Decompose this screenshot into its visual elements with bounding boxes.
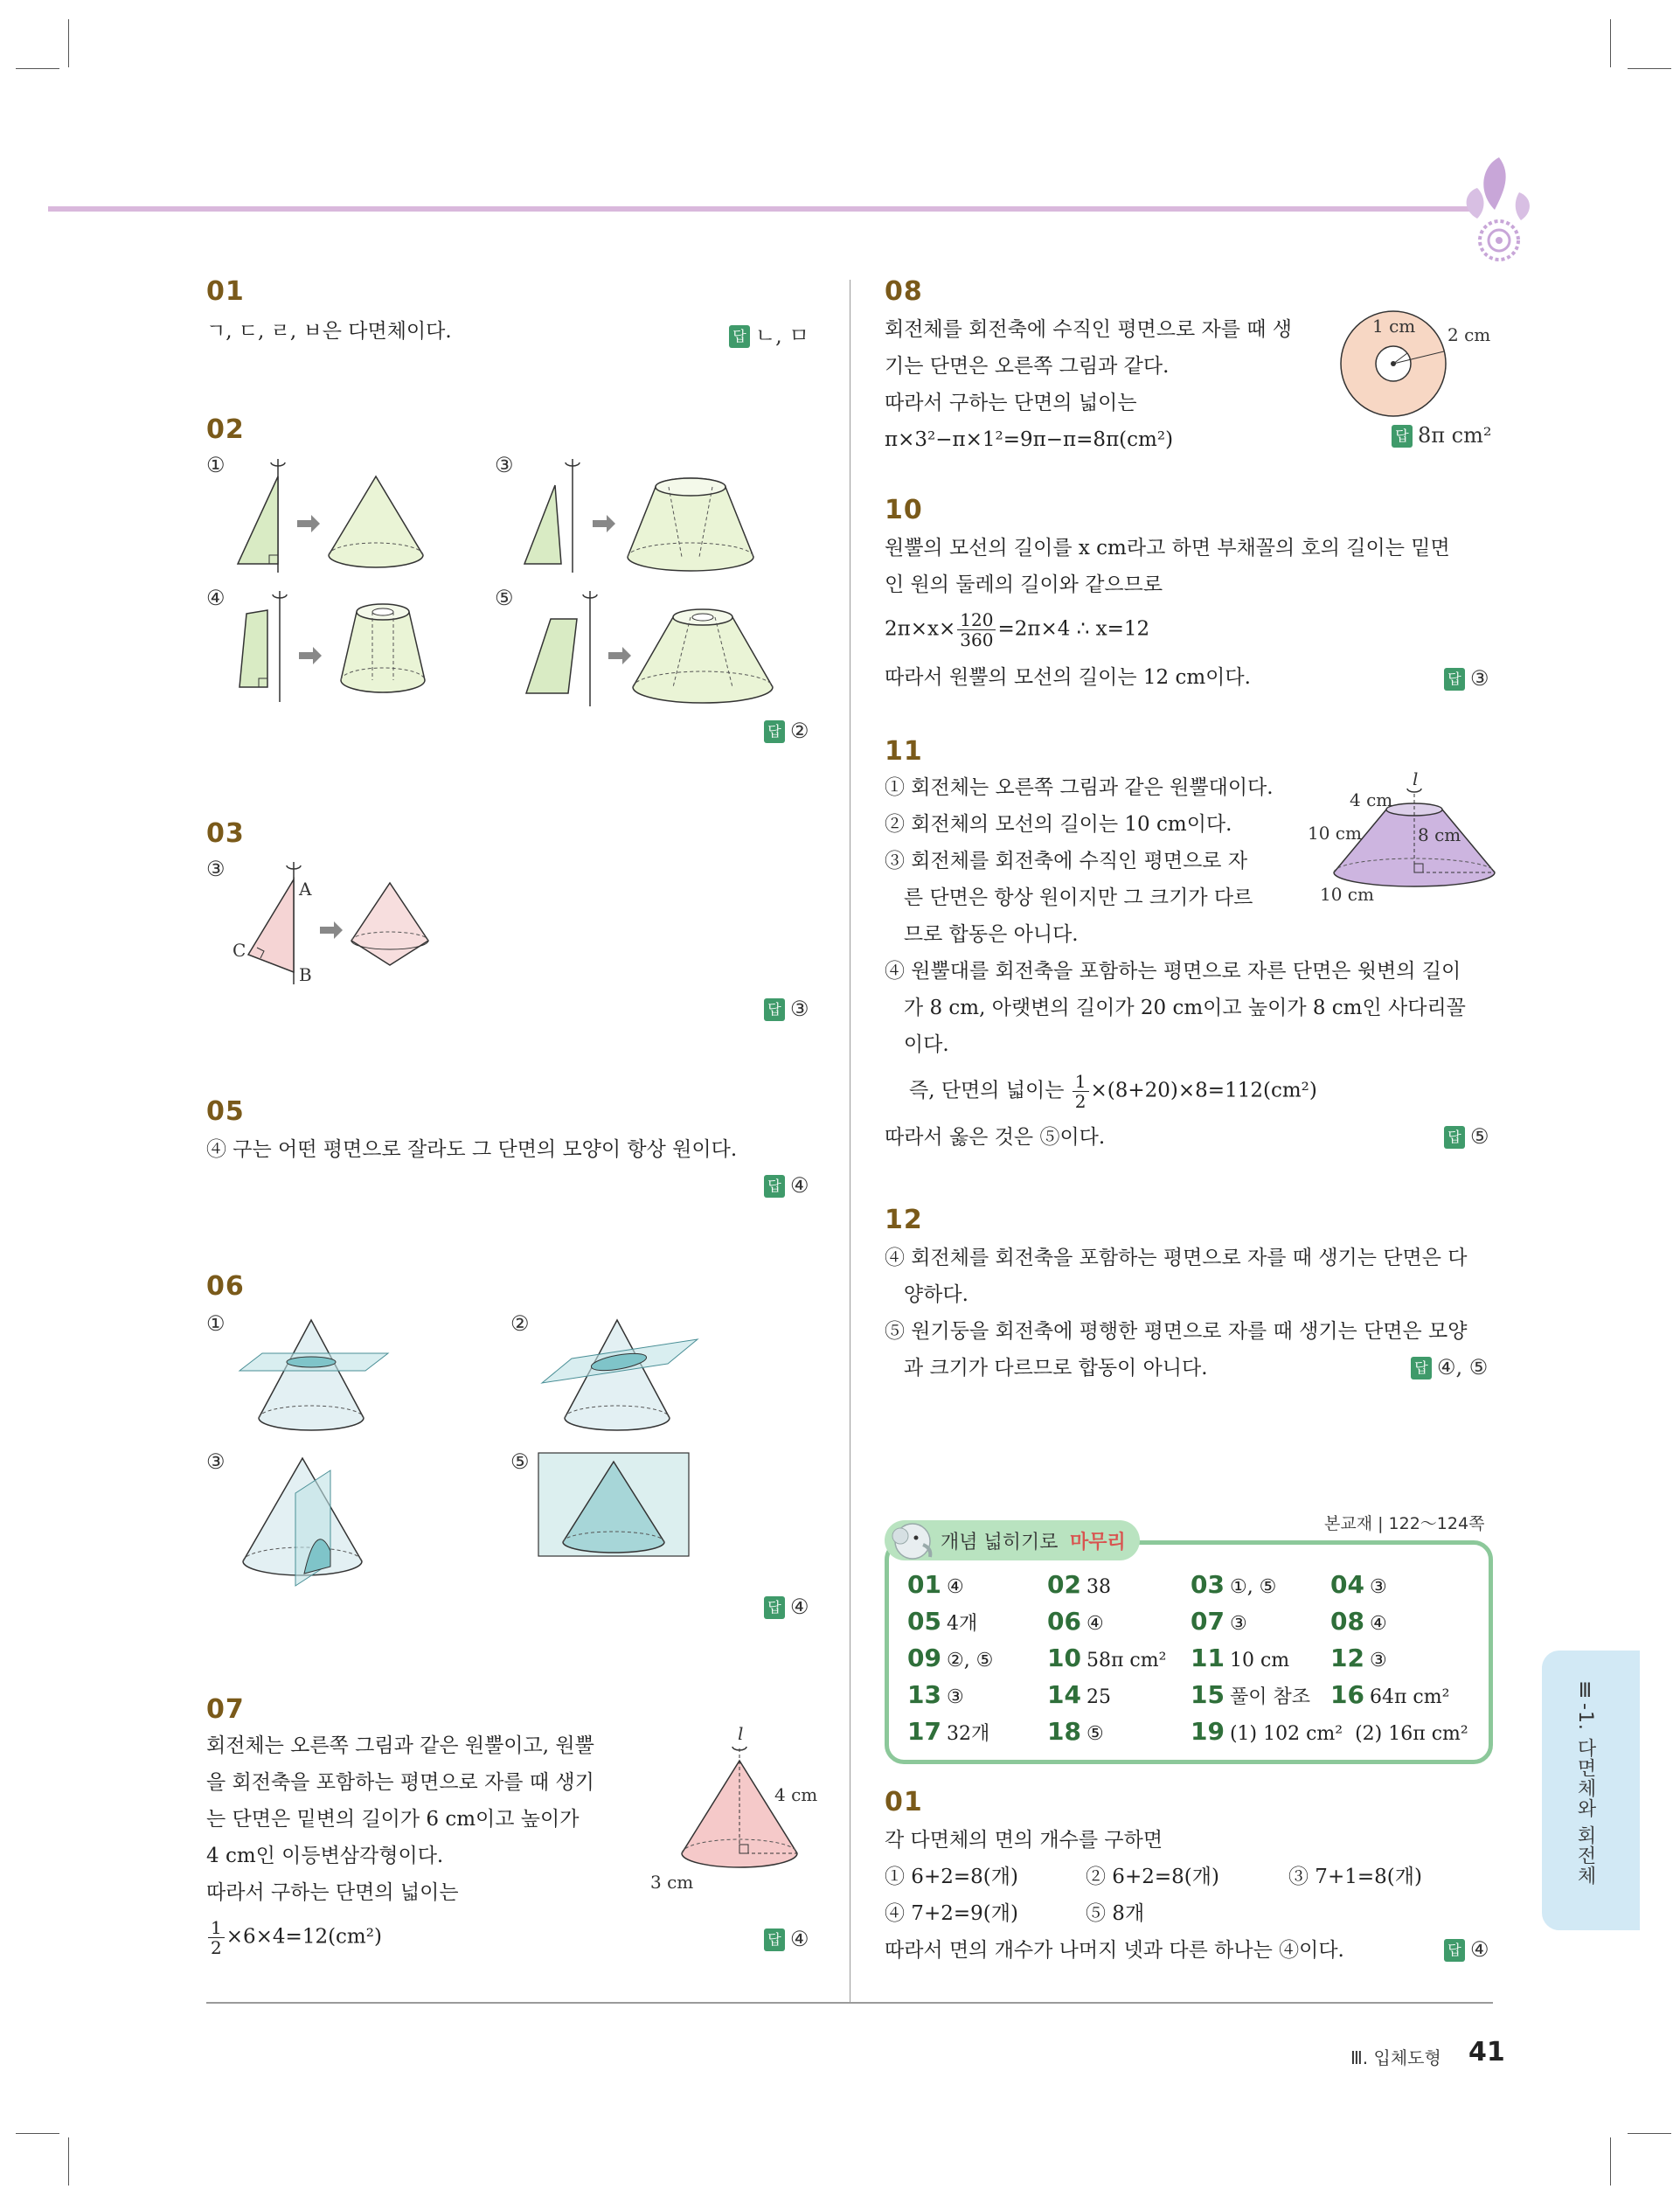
question-number: 02	[206, 414, 245, 445]
figure-right-triangle-to-double-cone	[229, 857, 439, 988]
answer-badge-icon: 답	[1392, 425, 1413, 448]
figure-cone-vertical-offset-cut	[233, 1449, 364, 1589]
answer-badge-icon: 답	[1444, 1939, 1465, 1962]
crop-mark	[1610, 19, 1611, 67]
question-line: ④ 원뿔대를 회전축을 포함하는 평면으로 자른 단면은 윗변의 길이	[885, 960, 1461, 983]
summary-item: 14 25	[1047, 1680, 1111, 1709]
answer-value: ④	[790, 1595, 809, 1619]
summary-item: 09 ②, ⑤	[907, 1644, 994, 1672]
question-line: 각 다면체의 면의 개수를 구하면	[885, 1829, 1163, 1852]
choice-calc: ④ 7+2=9(개)	[885, 1902, 1018, 1925]
answer-value: ④	[790, 1927, 809, 1951]
question-line: 인 원의 둘레의 길이와 같으므로	[885, 573, 1163, 596]
choice-calc: ③ 7+1=8(개)	[1288, 1866, 1422, 1888]
summary-item: 07 ③	[1191, 1607, 1247, 1636]
summary-item: 16 64π cm²	[1330, 1680, 1450, 1709]
answer	[764, 1173, 809, 1198]
question-number: 06	[206, 1271, 245, 1302]
answer-badge-icon: 답	[764, 1175, 785, 1198]
choice-calc: ⑤ 8개	[1086, 1902, 1145, 1925]
answer-badge-icon: 답	[764, 1596, 785, 1619]
chapter-side-tab	[1542, 1651, 1640, 1930]
question-number: 11	[885, 736, 923, 767]
crop-mark	[16, 68, 59, 69]
summary-item: 05 4개	[907, 1607, 978, 1636]
answer-value: ②	[790, 719, 809, 743]
crop-mark	[1628, 2133, 1671, 2134]
page-number: 41	[1468, 2037, 1505, 2067]
choice-label: ④	[206, 586, 226, 610]
figure-cone-oblique-cut	[537, 1315, 703, 1437]
question-number: 01	[206, 276, 245, 307]
answer-badge-icon: 답	[729, 325, 750, 348]
choice-label: ②	[510, 1311, 530, 1336]
fraction: $\frac{1}{2}$	[1073, 1072, 1089, 1111]
fraction: $\frac{120}{360}$	[957, 610, 996, 650]
summary-item: 06 ④	[1047, 1607, 1104, 1636]
formula: 2π×x× $\frac{120}{360}$ =2π×4 ∴ x=12	[885, 609, 1150, 650]
question-text: ④ 구는 어떤 평면으로 잘라도 그 단면의 모양이 항상 원이다.	[206, 1138, 738, 1161]
flower-ornament-icon	[1451, 140, 1538, 271]
question-line: 따라서 구하는 단면의 넓이는	[206, 1881, 459, 1904]
question-number: 01	[885, 1787, 923, 1817]
answer-badge-icon: 답	[764, 998, 785, 1021]
answer	[729, 318, 809, 349]
textbook-reference: 본교재 | 122～124쪽	[1324, 1514, 1485, 1533]
outer-gap-label: 2 cm	[1447, 324, 1491, 345]
question-line: 른 단면은 항상 원이지만 그 크기가 다르	[885, 886, 1253, 909]
answer-badge-icon: 답	[1444, 668, 1465, 691]
summary-item: 08 ④	[1330, 1607, 1387, 1636]
crop-mark	[1610, 2137, 1611, 2186]
crop-mark	[68, 19, 69, 67]
figure-triangle-to-frustum-hollow	[516, 450, 778, 581]
choice-label: ⑤	[510, 1449, 530, 1474]
crop-mark	[68, 2137, 69, 2186]
crop-mark	[16, 2133, 59, 2134]
choice-label: ③	[206, 1449, 226, 1474]
choice-label: ⑤	[495, 586, 514, 610]
question-line: 회전체를 회전축에 수직인 평면으로 자를 때 생	[885, 318, 1293, 341]
side-tab-label: Ⅲ-1. 다면체와 회전체	[1574, 1680, 1596, 1886]
answer	[1444, 1937, 1489, 1962]
question-line: ② 회전체의 모선의 길이는 10 cm이다.	[885, 813, 1232, 836]
height-label: 8 cm	[1418, 824, 1461, 845]
answer	[764, 719, 809, 743]
top-radius-label: 4 cm	[1350, 789, 1393, 810]
answer-badge-icon: 답	[764, 1928, 785, 1951]
question-line: 과 크기가 다르므로 합동이 아니다.	[885, 1357, 1208, 1379]
answer	[764, 997, 809, 1021]
elephant-mascot-icon	[888, 1515, 937, 1564]
answer-value: 8π cm²	[1418, 423, 1492, 448]
answer	[1444, 1124, 1489, 1149]
question-number: 07	[206, 1694, 245, 1725]
choice-calc: ① 6+2=8(개)	[885, 1866, 1018, 1888]
answer	[764, 1927, 809, 1951]
question-number: 03	[206, 818, 245, 849]
figure-annulus	[1337, 308, 1495, 421]
question-text: ㄱ, ㄷ, ㄹ, ㅂ은 다면체이다.	[206, 320, 452, 343]
choice-label: ①	[206, 453, 226, 477]
figure-parallelogram-to-hollow-frustum	[516, 584, 778, 715]
question-number: 10	[885, 495, 923, 525]
choice-label: ③	[206, 857, 226, 881]
choice-label: ③	[495, 453, 514, 477]
summary-header	[885, 1515, 1147, 1564]
bottom-radius-label: 10 cm	[1320, 884, 1374, 905]
answer	[1411, 1355, 1488, 1379]
question-line: 양하다.	[885, 1283, 968, 1306]
radius-label: 3 cm	[650, 1872, 694, 1893]
footer-rule	[206, 2002, 1493, 2004]
point-label-b: B	[299, 964, 312, 985]
question-line: ① 회전체는 오른쪽 그림과 같은 원뿔대이다.	[885, 776, 1274, 799]
answer-value: ⑤	[1470, 1124, 1489, 1149]
question-line: 회전체는 오른쪽 그림과 같은 원뿔이고, 원뿔	[206, 1734, 594, 1757]
question-line: 4 cm인 이등변삼각형이다.	[206, 1845, 444, 1867]
question-line: 이다.	[885, 1033, 949, 1056]
crop-mark	[1628, 68, 1671, 69]
figure-cone-horizontal-cut	[233, 1315, 390, 1437]
summary-item: 17 32개	[907, 1717, 990, 1746]
axis-label-l: l	[1413, 769, 1419, 789]
figure-triangle-to-cone	[227, 450, 428, 581]
figure-frustum	[1308, 769, 1503, 909]
question-line: ③ 회전체를 회전축에 수직인 평면으로 자	[885, 850, 1248, 872]
summary-item: 02 38	[1047, 1570, 1111, 1599]
question-line: 므로 합동은 아니다.	[885, 923, 1079, 946]
answer	[764, 1595, 809, 1619]
summary-item: 01 ④	[907, 1570, 964, 1599]
choice-calc: ② 6+2=8(개)	[1086, 1866, 1219, 1888]
summary-title-a: 개념 넓히기로	[941, 1532, 1059, 1553]
fraction: $\frac{1}{2}$	[208, 1918, 225, 1957]
summary-item: 13 ③	[907, 1680, 964, 1709]
answer-badge-icon: 답	[1444, 1126, 1465, 1149]
answer-badge-icon: 답	[1411, 1357, 1432, 1379]
chapter-footer: Ⅲ. 입체도형	[1350, 2047, 1441, 2068]
answer-value: ④, ⑤	[1437, 1355, 1489, 1379]
question-line: ④ 회전체를 회전축을 포함하는 평면으로 자를 때 생기는 단면은 다	[885, 1247, 1468, 1269]
formula: π×3²−π×1²=9π−π=8π(cm²)	[885, 428, 1174, 451]
choice-label: ①	[206, 1311, 226, 1336]
answer-badge-icon: 답	[764, 720, 785, 743]
question-line: ⑤ 원기둥을 회전축에 평행한 평면으로 자를 때 생기는 단면은 모양	[885, 1320, 1468, 1343]
header-rule	[48, 206, 1473, 212]
figure-cone-with-axis	[647, 1722, 830, 1897]
question-line: 을 회전축을 포함하는 평면으로 자를 때 생기	[206, 1771, 594, 1794]
answer	[1392, 423, 1492, 448]
formula: 즉, 단면의 넓이는 $\frac{1}{2}$ ×(8+20)×8=112(cm²)	[909, 1071, 1317, 1112]
summary-item: 04 ③	[1330, 1570, 1387, 1599]
question-number: 08	[885, 276, 923, 307]
question-line: 따라서 구하는 단면의 넓이는	[885, 392, 1137, 414]
axis-label-l: l	[738, 1723, 744, 1744]
inner-radius-label: 1 cm	[1372, 316, 1416, 337]
summary-item: 11 10 cm	[1191, 1644, 1290, 1672]
summary-item: 03 ①, ⑤	[1191, 1570, 1277, 1599]
summary-item: 15 풀이 참조	[1191, 1680, 1310, 1709]
conclusion: 따라서 옳은 것은 ⑤이다.	[885, 1126, 1106, 1149]
answer-value: ④	[790, 1173, 809, 1198]
question-line: 는 단면은 밑변의 길이가 6 cm이고 높이가	[206, 1808, 580, 1831]
summary-item: 18 ⑤	[1047, 1717, 1104, 1746]
point-label-a: A	[299, 879, 312, 900]
conclusion: 따라서 면의 개수가 나머지 넷과 다른 하나는 ④이다.	[885, 1939, 1344, 1962]
question-line: 가 8 cm, 아랫변의 길이가 20 cm이고 높이가 8 cm인 사다리꼴	[885, 997, 1466, 1019]
answer	[1444, 666, 1489, 691]
summary-item: 19 (1) 102 cm² (2) 16π cm²	[1191, 1717, 1468, 1746]
figure-trapezoid-to-hollow-cylinder	[227, 584, 455, 706]
question-number: 12	[885, 1205, 923, 1235]
answer-value: ③	[1470, 666, 1489, 691]
figure-cone-axial-cut	[537, 1451, 691, 1558]
question-line: 원뿔의 모선의 길이를 x cm라고 하면 부채꼴의 호의 길이는 밑면	[885, 537, 1450, 559]
answer-value: ③	[790, 997, 809, 1021]
slant-label: 10 cm	[1308, 823, 1362, 844]
point-label-c: C	[233, 940, 246, 961]
question-number: 05	[206, 1096, 245, 1127]
answer-value: ㄴ, ㅁ	[755, 323, 809, 348]
answer-value: ④	[1470, 1937, 1489, 1962]
summary-item: 12 ③	[1330, 1644, 1387, 1672]
summary-item: 10 58π cm²	[1047, 1644, 1167, 1672]
formula: $\frac{1}{2}$ ×6×4=12(cm²)	[206, 1918, 382, 1957]
summary-title-b: 마무리	[1070, 1532, 1126, 1553]
question-line: 기는 단면은 오른쪽 그림과 같다.	[885, 355, 1170, 378]
height-label: 4 cm	[774, 1784, 818, 1805]
conclusion: 따라서 원뿔의 모선의 길이는 12 cm이다.	[885, 666, 1251, 689]
